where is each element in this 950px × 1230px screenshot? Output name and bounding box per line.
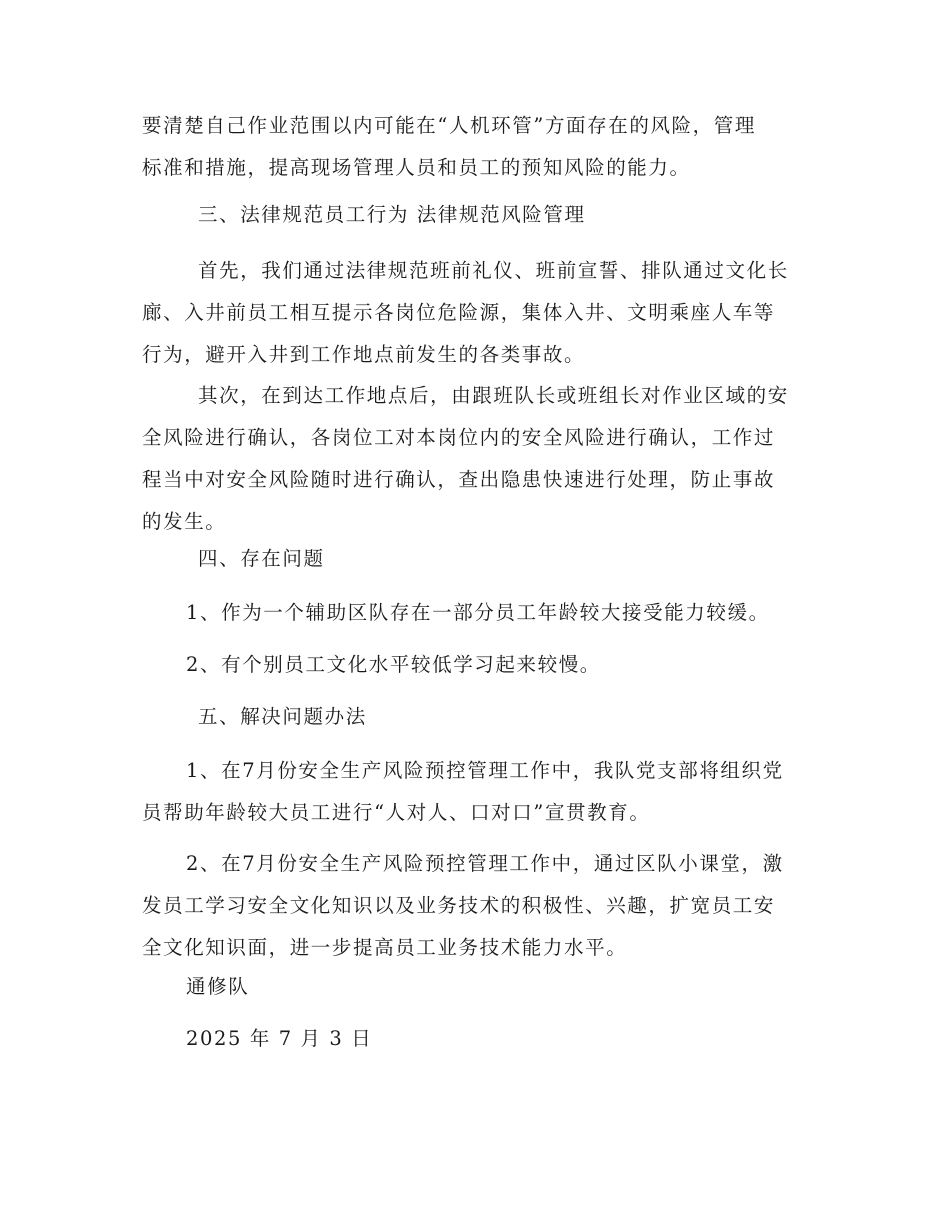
text-line: 1、在7月份安全生产风险预控管理工作中，我队党支部将组织党 bbox=[186, 759, 784, 782]
text-line: 标准和措施，提高现场管理人员和员工的预知风险的能力。 bbox=[142, 156, 691, 179]
paragraph-risk-awareness bbox=[142, 105, 812, 189]
text-line: 其次，在到达工作地点后，由跟班队长或班组长对作业区域的安 bbox=[198, 384, 789, 407]
solution-item-1 bbox=[142, 750, 812, 834]
text-line: 全风险进行确认，各岗位工对本岗位内的安全风险进行确认，工作过 bbox=[142, 426, 776, 449]
section-heading-3: 三、法律规范员工行为 法律规范风险管理 bbox=[198, 203, 586, 226]
text-line: 程当中对安全风险随时进行确认，查出隐患快速进行处理，防止事故 bbox=[142, 468, 776, 491]
issue-item-2: 2、有个别员工文化水平较低学习起来较慢。 bbox=[186, 653, 601, 676]
text-line: 行为，避开入井到工作地点前发生的各类事故。 bbox=[142, 343, 586, 366]
section-heading-4: 四、存在问题 bbox=[198, 547, 325, 570]
signature-team: 通修队 bbox=[186, 975, 250, 998]
issue-item-1: 1、作为一个辅助区队存在一部分员工年龄较大接受能力较缓。 bbox=[186, 601, 770, 624]
text-line: 的发生。 bbox=[142, 510, 227, 533]
paragraph-second bbox=[142, 375, 812, 543]
paragraph-first bbox=[142, 250, 812, 376]
text-line: 发员工学习安全文化知识以及业务技术的积极性、兴趣，扩宽员工安 bbox=[142, 894, 776, 917]
text-line: 员帮助年龄较大员工进行“人对人、口对口”宣贯教育。 bbox=[142, 801, 651, 824]
signature-date: 2025 年 7 月 3 日 bbox=[186, 1027, 373, 1050]
text-line: 全文化知识面，进一步提高员工业务技术能力水平。 bbox=[142, 936, 628, 959]
text-line: 要清楚自己作业范围以内可能在“人机环管”方面存在的风险，管理 bbox=[142, 114, 756, 137]
text-line: 廊、入井前员工相互提示各岗位危险源，集体入井、文明乘座人车等 bbox=[142, 301, 776, 324]
solution-item-2 bbox=[142, 843, 812, 969]
text-line: 2、在7月份安全生产风险预控管理工作中，通过区队小课堂，激 bbox=[186, 852, 784, 875]
section-heading-5: 五、解决问题办法 bbox=[198, 705, 367, 728]
text-line: 首先，我们通过法律规范班前礼仪、班前宣誓、排队通过文化长 bbox=[198, 259, 789, 282]
